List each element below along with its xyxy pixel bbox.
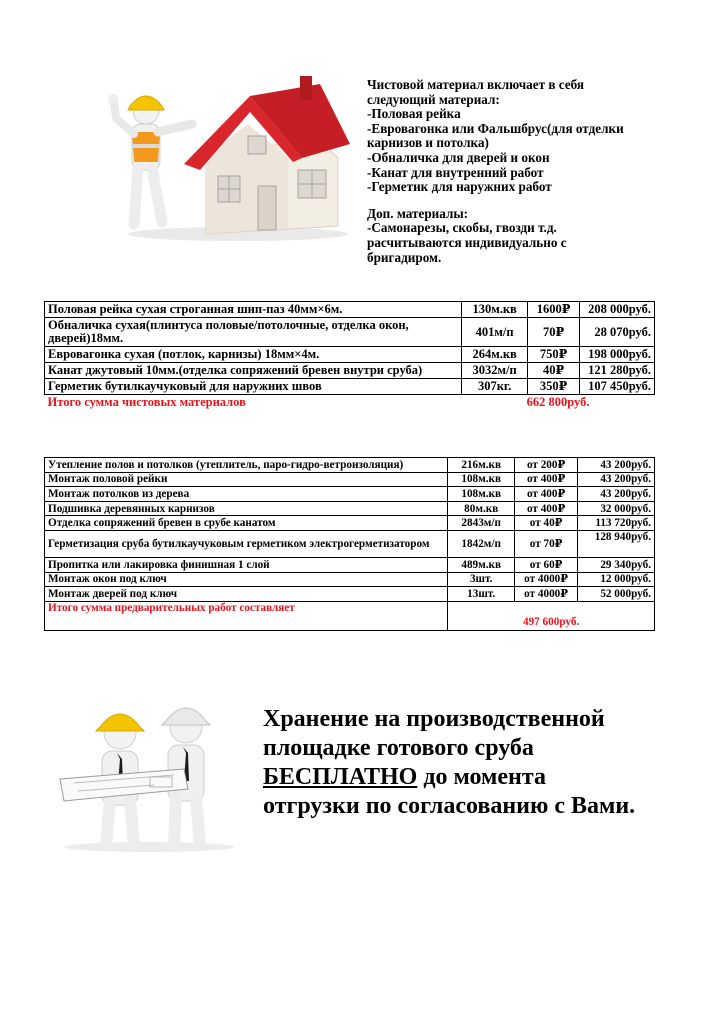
work-qty: 3шт. [448,572,515,587]
item-qty: 130м.кв [462,302,528,318]
work-price: от 400₽ [515,487,578,502]
item-sum: 208 000руб. [580,302,655,318]
work-price: от 200₽ [515,458,578,473]
table-row [45,458,655,473]
work-price: от 4000₽ [515,572,578,587]
item-price: 350₽ [528,379,580,395]
item-name: Обналичка сухая(плинтуса половые/потолочные, отделка окон, дверей)18мм. [45,318,462,347]
work-name: Монтаж окон под ключ [45,572,448,587]
item-price: 750₽ [528,347,580,363]
table-row [45,318,655,347]
work-price: от 70₽ [515,530,578,557]
workers-plan-illustration [54,697,240,853]
table-row [45,487,655,502]
item-price: 40₽ [528,363,580,379]
work-qty: 489м.кв [448,557,515,572]
extra-line: бригадиром. [367,249,442,265]
table-row [45,363,655,379]
intro-line: -Обналичка для дверей и окон [367,149,550,165]
table-row [45,572,655,587]
storage-line: отгрузки по согласованию с Вами. [263,793,636,819]
total-value: 497 600руб. [448,601,655,630]
intro-line: -Герметик для наружних работ [367,179,552,195]
table-row [45,557,655,572]
materials-intro [367,78,667,265]
item-sum: 28 070руб. [580,318,655,347]
work-qty: 108м.кв [448,472,515,487]
total-label: Итого сумма чистовых материалов [47,395,246,409]
work-sum: 29 340руб. [578,557,655,572]
work-name: Отделка сопряжений бревен в срубе канатом [45,516,448,531]
work-name: Монтаж дверей под ключ [45,587,448,602]
table-row [45,302,655,318]
intro-line: карнизов и потолка) [367,135,489,151]
item-name: Канат джутовый 10мм.(отделка сопряжений бревен внутри сруба) [45,363,462,379]
item-sum: 198 000руб. [580,347,655,363]
storage-line-free [263,763,703,792]
total-label: Итого сумма предварительных работ составляет [45,601,448,630]
work-price: от 400₽ [515,501,578,516]
table-row [45,347,655,363]
item-name: Половая рейка сухая строганная шип-паз 40мм×6м. [45,302,462,318]
extra-line: -Самонарезы, скобы, гвозди т.д. [367,220,557,236]
item-qty: 3032м/п [462,363,528,379]
table-row [45,501,655,516]
work-name: Герметизация сруба бутилкаучуковым герметиком электрогерметизатором [45,530,448,557]
work-price: от 40₽ [515,516,578,531]
extra-line: расчитываются индивидуально с [367,234,567,250]
works-table [44,457,655,631]
table-row [45,472,655,487]
finish-materials-table [44,301,655,410]
work-name: Утепление полов и потолков (утеплитель, паро-гидро-ветроизоляция) [45,458,448,473]
work-qty: 13шт. [448,587,515,602]
house-worker-illustration [88,66,350,242]
work-sum: 43 200руб. [578,487,655,502]
work-sum: 128 940руб. [578,530,655,557]
work-price: от 4000₽ [515,587,578,602]
item-price: 1600₽ [528,302,580,318]
table-row [45,530,655,557]
work-sum: 12 000руб. [578,572,655,587]
work-sum: 113 720руб. [578,516,655,531]
work-price: от 60₽ [515,557,578,572]
storage-line: площадке готового сруба [263,735,534,761]
work-qty: 108м.кв [448,487,515,502]
intro-line: Чистовой материал включает в себя [367,77,585,92]
table-row [45,587,655,602]
work-name: Монтаж половой рейки [45,472,448,487]
work-qty: 1842м/п [448,530,515,557]
storage-line-rest: до момента [417,764,546,790]
intro-line: -Канат для внутренний работ [367,164,544,180]
work-sum: 32 000руб. [578,501,655,516]
work-qty: 80м.кв [448,501,515,516]
work-name: Подшивка деревянных карнизов [45,501,448,516]
total-value: 662 800руб. [526,395,590,409]
storage-notice [263,705,703,821]
table-row [45,379,655,395]
work-price: от 400₽ [515,472,578,487]
item-name: Герметик бутилкаучуковый для наружних швов [45,379,462,395]
free-word: БЕСПЛАТНО [263,764,418,790]
work-qty: 216м.кв [448,458,515,473]
work-name: Монтаж потолков из дерева [45,487,448,502]
item-qty: 307кг. [462,379,528,395]
work-qty: 2843м/п [448,516,515,531]
total-row [45,395,655,411]
storage-line: Хранение на производственной [263,706,605,732]
intro-line: -Половая рейка [367,106,461,122]
table-row [45,516,655,531]
item-price: 70₽ [528,318,580,347]
work-sum: 43 200руб. [578,472,655,487]
intro-line: следующий материал: [367,91,500,107]
item-sum: 121 280руб. [580,363,655,379]
item-sum: 107 450руб. [580,379,655,395]
item-name: Евровагонка сухая (потлок, карнизы) 18мм×4м. [45,347,462,363]
total-row [45,601,655,630]
item-qty: 264м.кв [462,347,528,363]
work-sum: 43 200руб. [578,458,655,473]
work-name: Пропитка или лакировка финишная 1 слой [45,557,448,572]
work-sum: 52 000руб. [578,587,655,602]
intro-line: -Евровагонка или Фальшбрус(для отделки [367,120,624,136]
item-qty: 401м/п [462,318,528,347]
extra-line: Доп. материалы: [367,205,469,221]
